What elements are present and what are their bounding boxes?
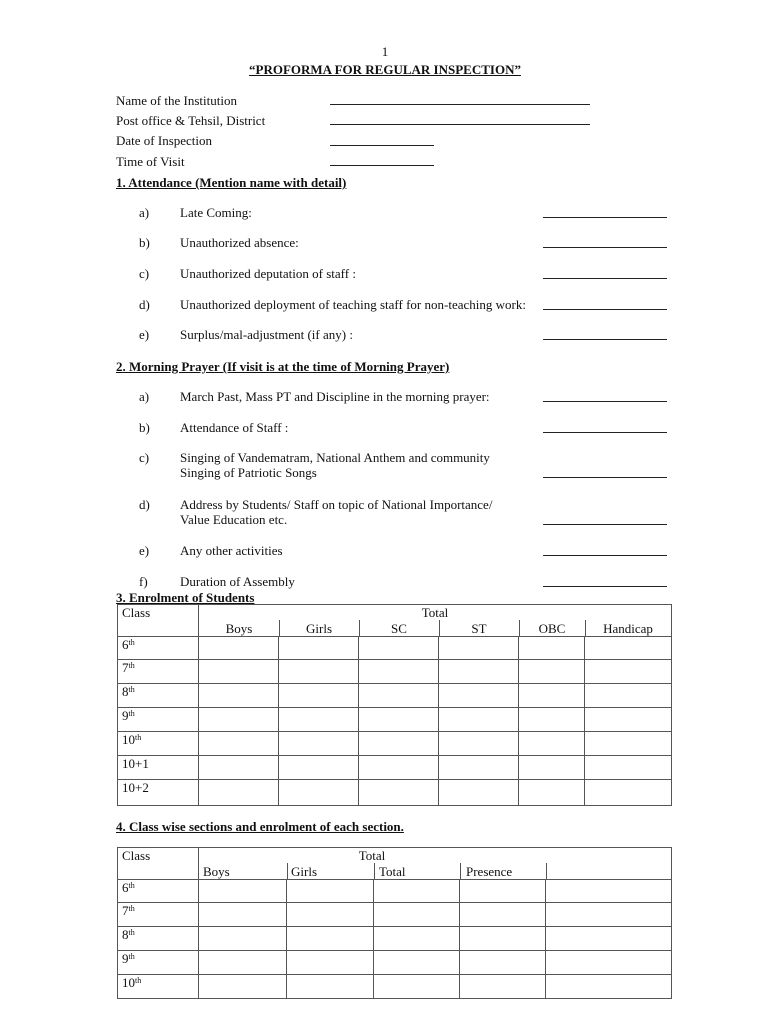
table-row [118, 903, 672, 927]
header-total-group [199, 605, 672, 637]
section-heading-attendance: 1. Attendance (Mention name with detail) [116, 175, 347, 190]
class-suffix: th [128, 904, 135, 913]
item-text: Address by Students/ Staff on topic of National Importance/ [180, 497, 493, 512]
table-cell[interactable] [199, 708, 279, 732]
table-cell[interactable] [374, 880, 460, 903]
item-answer-line[interactable] [543, 401, 667, 402]
class-suffix: th [128, 685, 135, 694]
table-row [118, 951, 672, 975]
item-letter: c) [139, 450, 150, 465]
item-letter: e) [139, 543, 150, 558]
item-letter: b) [139, 420, 150, 435]
table-cell[interactable] [546, 951, 672, 975]
table-cell[interactable] [199, 880, 287, 903]
class-number: 8 [122, 927, 129, 942]
table-cell[interactable] [199, 684, 279, 708]
section-heading-class-wise: 4. Class wise sections and enrolment of each section. [116, 819, 404, 834]
row-class-label [118, 708, 199, 732]
section-heading-enrolment: 3. Enrolment of Students [116, 590, 255, 605]
table-cell[interactable] [279, 756, 359, 780]
column-header-boys: Boys [203, 864, 230, 879]
table-cell[interactable] [439, 732, 519, 756]
row-class-label [118, 927, 199, 951]
field-blank-institution[interactable] [330, 104, 590, 105]
table-cell[interactable] [287, 951, 374, 975]
item-text: Attendance of Staff : [180, 420, 289, 435]
table-cell[interactable] [585, 637, 672, 660]
column-header-total: Total [379, 864, 406, 879]
section-heading-morning-prayer: 2. Morning Prayer (If visit is at the time of Morning Prayer) [116, 359, 450, 374]
item-text: Unauthorized deputation of staff : [180, 266, 356, 281]
table-cell[interactable] [359, 756, 439, 780]
table-cell[interactable] [279, 637, 359, 660]
table-cell[interactable] [279, 660, 359, 684]
header-total-group [199, 848, 672, 880]
row-class-label [118, 780, 199, 806]
total-header-text: Total [421, 605, 449, 620]
table-cell[interactable] [199, 756, 279, 780]
table-cell[interactable] [287, 903, 374, 927]
table-cell[interactable] [519, 708, 585, 732]
field-label-institution: Name of the Institution [116, 93, 237, 108]
table-cell[interactable] [519, 660, 585, 684]
table-cell[interactable] [439, 684, 519, 708]
item-letter: f) [139, 574, 148, 589]
table-header-row [118, 605, 672, 637]
item-answer-line[interactable] [543, 247, 667, 248]
row-class-label [118, 903, 199, 927]
table-cell[interactable] [279, 732, 359, 756]
column-header-sc: SC [391, 621, 407, 636]
table-cell[interactable] [546, 880, 672, 903]
table-cell[interactable] [439, 780, 519, 806]
item-answer-line[interactable] [543, 217, 667, 218]
row-class-label [118, 637, 199, 660]
item-text-continued: Singing of Patriotic Songs [180, 465, 317, 480]
class-suffix: th [128, 661, 135, 670]
table-row [118, 780, 672, 806]
table-row [118, 975, 672, 999]
item-answer-line[interactable] [543, 309, 667, 310]
table-cell[interactable] [359, 708, 439, 732]
class-number: 7 [122, 660, 129, 675]
class-number: 9 [122, 708, 129, 723]
page-number: 1 [381, 44, 389, 59]
item-letter: b) [139, 235, 150, 250]
item-answer-line[interactable] [543, 524, 667, 525]
table-cell[interactable] [519, 637, 585, 660]
column-header-girls: Girls [306, 621, 332, 636]
row-class-label [118, 684, 199, 708]
table-row [118, 708, 672, 732]
class-number: 7 [122, 903, 129, 918]
table-cell[interactable] [546, 975, 672, 999]
table-row [118, 927, 672, 951]
class-suffix: th [128, 709, 135, 718]
header-class [118, 605, 199, 637]
table-cell[interactable] [199, 903, 287, 927]
row-class-label [118, 756, 199, 780]
item-answer-line[interactable] [543, 278, 667, 279]
item-letter: c) [139, 266, 150, 281]
table-cell[interactable] [374, 975, 460, 999]
item-text: March Past, Mass PT and Discipline in the morning prayer: [180, 389, 490, 404]
item-text: Duration of Assembly [180, 574, 295, 589]
class-number: 10 [122, 975, 135, 990]
item-letter: d) [139, 497, 150, 512]
row-class-label [118, 975, 199, 999]
table-row [118, 684, 672, 708]
row-class-label [118, 660, 199, 684]
class-number: 10 [122, 732, 135, 747]
table-cell[interactable] [585, 660, 672, 684]
page-title: “PROFORMA FOR REGULAR INSPECTION” [249, 62, 521, 77]
class-header-text: Class [122, 848, 151, 863]
table-cell[interactable] [585, 732, 672, 756]
row-class-label [118, 951, 199, 975]
table-cell[interactable] [287, 880, 374, 903]
table-cell[interactable] [359, 780, 439, 806]
table-row [118, 660, 672, 684]
table-row [118, 732, 672, 756]
item-letter: e) [139, 327, 150, 342]
table-row [118, 756, 672, 780]
table-cell[interactable] [546, 927, 672, 951]
class-number: 9 [122, 951, 129, 966]
item-text: Any other activities [180, 543, 283, 558]
table-cell[interactable] [359, 684, 439, 708]
class-suffix: th [128, 928, 135, 937]
field-blank-date[interactable] [330, 145, 434, 146]
column-header-presence: Presence [466, 864, 513, 879]
header-class [118, 848, 199, 880]
class-number: 8 [122, 684, 129, 699]
class-number: 6 [122, 637, 129, 652]
class-suffix: th [128, 881, 135, 890]
table-cell[interactable] [439, 637, 519, 660]
table-cell[interactable] [199, 637, 279, 660]
table-cell[interactable] [439, 708, 519, 732]
column-header-handicap: Handicap [603, 621, 653, 636]
table-cell[interactable] [199, 660, 279, 684]
class-number: 10+1 [122, 756, 149, 771]
field-blank-time[interactable] [330, 165, 434, 166]
table-cell[interactable] [585, 684, 672, 708]
class-suffix: th [128, 952, 135, 961]
item-text: Late Coming: [180, 205, 252, 220]
row-class-label [118, 880, 199, 903]
item-text-continued: Value Education etc. [180, 512, 288, 527]
table-cell[interactable] [279, 708, 359, 732]
column-header-obc: OBC [538, 621, 566, 636]
total-header-text: Total [358, 848, 386, 863]
table-header-row [118, 848, 672, 880]
table-cell[interactable] [519, 756, 585, 780]
table-cell[interactable] [199, 780, 279, 806]
table-row [118, 637, 672, 660]
table-cell[interactable] [287, 975, 374, 999]
field-label-time: Time of Visit [116, 154, 185, 169]
table-cell[interactable] [374, 927, 460, 951]
table-cell[interactable] [585, 756, 672, 780]
table-cell[interactable] [585, 780, 672, 806]
column-header-girls: Girls [291, 864, 317, 879]
table-cell[interactable] [519, 684, 585, 708]
class-number: 6 [122, 880, 129, 895]
table-cell[interactable] [199, 975, 287, 999]
column-header-st: ST [471, 621, 487, 636]
item-text: Unauthorized deployment of teaching staff for non-teaching work: [180, 297, 526, 312]
table-cell[interactable] [460, 951, 546, 975]
item-text: Singing of Vandematram, National Anthem and community [180, 450, 490, 465]
table-cell[interactable] [287, 927, 374, 951]
table-cell[interactable] [460, 903, 546, 927]
table-cell[interactable] [279, 780, 359, 806]
item-text: Surplus/mal-adjustment (if any) : [180, 327, 353, 342]
table-cell[interactable] [519, 780, 585, 806]
field-blank-post-office[interactable] [330, 124, 590, 125]
table-cell[interactable] [199, 951, 287, 975]
item-letter: a) [139, 205, 150, 220]
table-cell[interactable] [359, 637, 439, 660]
field-label-post-office: Post office & Tehsil, District [116, 113, 266, 128]
table-cell[interactable] [359, 732, 439, 756]
class-wise-table [117, 847, 672, 999]
table-cell[interactable] [374, 903, 460, 927]
table-cell[interactable] [374, 951, 460, 975]
class-header-text: Class [122, 605, 151, 620]
field-label-date: Date of Inspection [116, 133, 213, 148]
column-header-boys: Boys [225, 621, 253, 636]
table-cell[interactable] [199, 927, 287, 951]
item-answer-line[interactable] [543, 339, 667, 340]
table-cell[interactable] [460, 927, 546, 951]
item-letter: a) [139, 389, 150, 404]
table-cell[interactable] [199, 732, 279, 756]
item-text: Unauthorized absence: [180, 235, 299, 250]
table-cell[interactable] [585, 708, 672, 732]
table-cell[interactable] [279, 684, 359, 708]
table-cell[interactable] [439, 756, 519, 780]
table-cell[interactable] [519, 732, 585, 756]
class-number: 10+2 [122, 780, 149, 795]
row-class-label [118, 732, 199, 756]
class-suffix: th [135, 733, 142, 742]
class-suffix: th [135, 976, 142, 985]
enrolment-table [117, 604, 672, 806]
class-suffix: th [128, 638, 135, 647]
item-letter: d) [139, 297, 150, 312]
table-cell[interactable] [546, 903, 672, 927]
table-cell[interactable] [460, 880, 546, 903]
item-answer-line[interactable] [543, 555, 667, 556]
table-cell[interactable] [460, 975, 546, 999]
table-row [118, 880, 672, 903]
item-answer-line[interactable] [543, 586, 667, 587]
item-answer-line[interactable] [543, 432, 667, 433]
table-cell[interactable] [359, 660, 439, 684]
table-cell[interactable] [439, 660, 519, 684]
item-answer-line[interactable] [543, 477, 667, 478]
